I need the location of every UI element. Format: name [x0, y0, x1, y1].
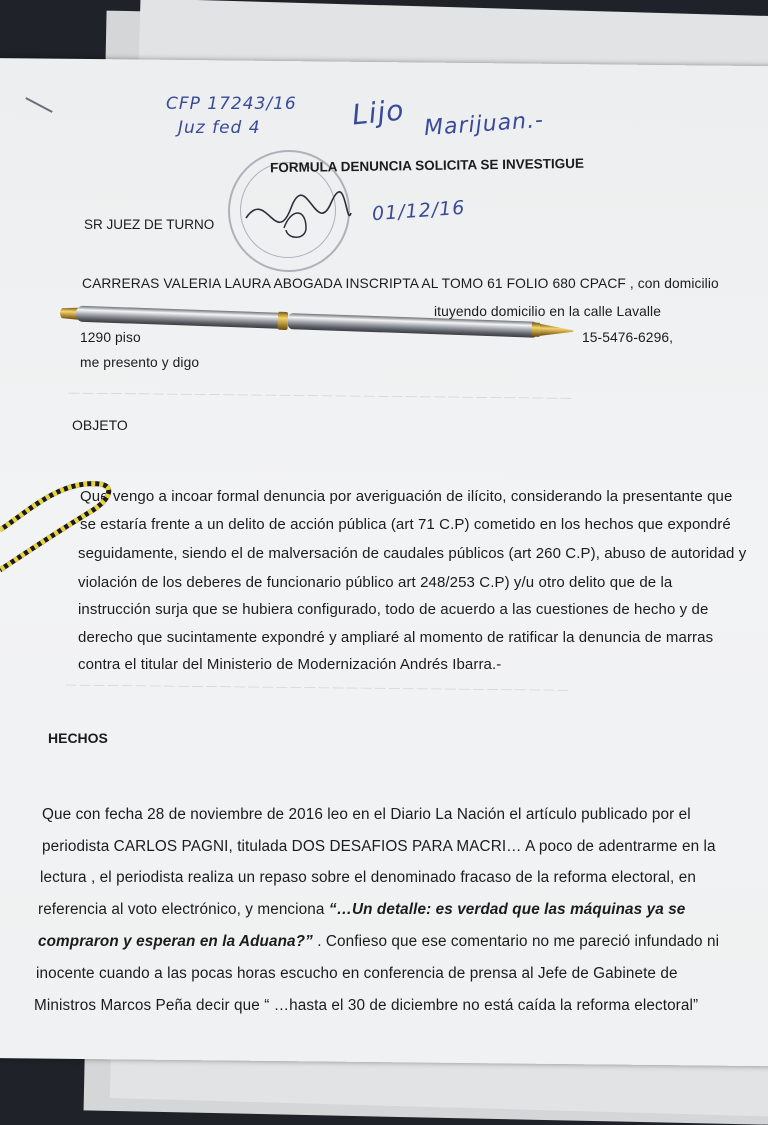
hechos-plain: referencia al voto electrónico, y menciona [38, 901, 329, 918]
hechos-line [38, 901, 685, 919]
handwritten-court: Juz fed 4 [178, 118, 261, 138]
objeto-line: instrucción surja que se hubiera configurado, todo de acuerdo a las cuestiones de hecho y de [78, 601, 709, 618]
intro-phone: 15-5476-6296, [582, 330, 674, 345]
show-through-text: — — — — — — — — — — — — — — — — — — — — — — — — — — — — — — — — — — — — [65, 678, 569, 697]
objeto-line: contra el titular del Ministerio de Modernización Andrés Ibarra.- [78, 656, 502, 673]
document-title: FORMULA DENUNCIA SOLICITA SE INVESTIGUE [269, 155, 585, 176]
show-through-text: — — — — — — — — — — — — — — — — — — — — — — — — — — — — — — — — — — — — [68, 386, 572, 405]
hechos-quote: “…Un detalle: es verdad que las máquinas ya se [328, 901, 686, 918]
objeto-line: seguidamente, siendo el de malversación de caudales públicos (art 260 C.P), abuso de autoridad y [78, 545, 747, 562]
hechos-heading: HECHOS [48, 730, 108, 746]
intro-line-2-left: 1290 piso [80, 330, 141, 345]
lanyard-cord [0, 470, 120, 590]
hechos-line: periodista CARLOS PAGNI, titulada DOS DESAFIOS PARA MACRI… A poco de adentrarme en la [42, 838, 716, 855]
hechos-line [38, 933, 719, 951]
intro-line-4: me presento y digo [80, 355, 200, 370]
objeto-line: violación de los deberes de funcionario público art 248/253 C.P) y/u otro delito que de la [78, 574, 673, 591]
hechos-line: Que con fecha 28 de noviembre de 2016 leo en el Diario La Nación el artículo publicado por el [42, 806, 691, 823]
handwritten-subject: Marijuan.- [423, 107, 545, 142]
intro-line-2-right: ituyendo domicilio en la calle Lavalle [434, 304, 661, 319]
hechos-plain: . Confieso que ese comentario no me pareció infundado ni [312, 933, 720, 950]
handwritten-case-number: CFP 17243/16 [166, 94, 297, 114]
handwritten-judge: Lijo [350, 93, 406, 132]
intro-line-1: CARRERAS VALERIA LAURA ABOGADA INSCRIPTA AL TOMO 61 FOLIO 680 CPACF , con domicilio [82, 276, 719, 291]
objeto-line: derecho que sucintamente expondré y ampliaré al momento de ratificar la denuncia de marras [78, 629, 714, 646]
objeto-line: Que vengo a incoar formal denuncia por averiguación de ilícito, considerando la presentante que [80, 488, 733, 505]
hechos-line: inocente cuando a las pocas horas escucho en conferencia de prensa al Jefe de Gabinete de [36, 965, 678, 982]
handwritten-date: 01/12/16 [371, 196, 466, 226]
objeto-line: se estaría frente a un delito de acción pública (art 71 C.P) cometido en los hechos que expondré [80, 516, 731, 533]
hechos-line: lectura , el periodista realiza un repaso sobre el denominado fracaso de la reforma electoral, en [40, 869, 696, 886]
hechos-line: Ministros Marcos Peña decir que “ …hasta el 30 de diciembre no está caída la reforma electoral” [34, 997, 699, 1014]
objeto-heading: OBJETO [72, 417, 128, 433]
addressee: SR JUEZ DE TURNO [84, 217, 215, 232]
hechos-quote: compraron y esperan en la Aduana?” [38, 933, 313, 950]
signature-scribble [236, 178, 356, 258]
